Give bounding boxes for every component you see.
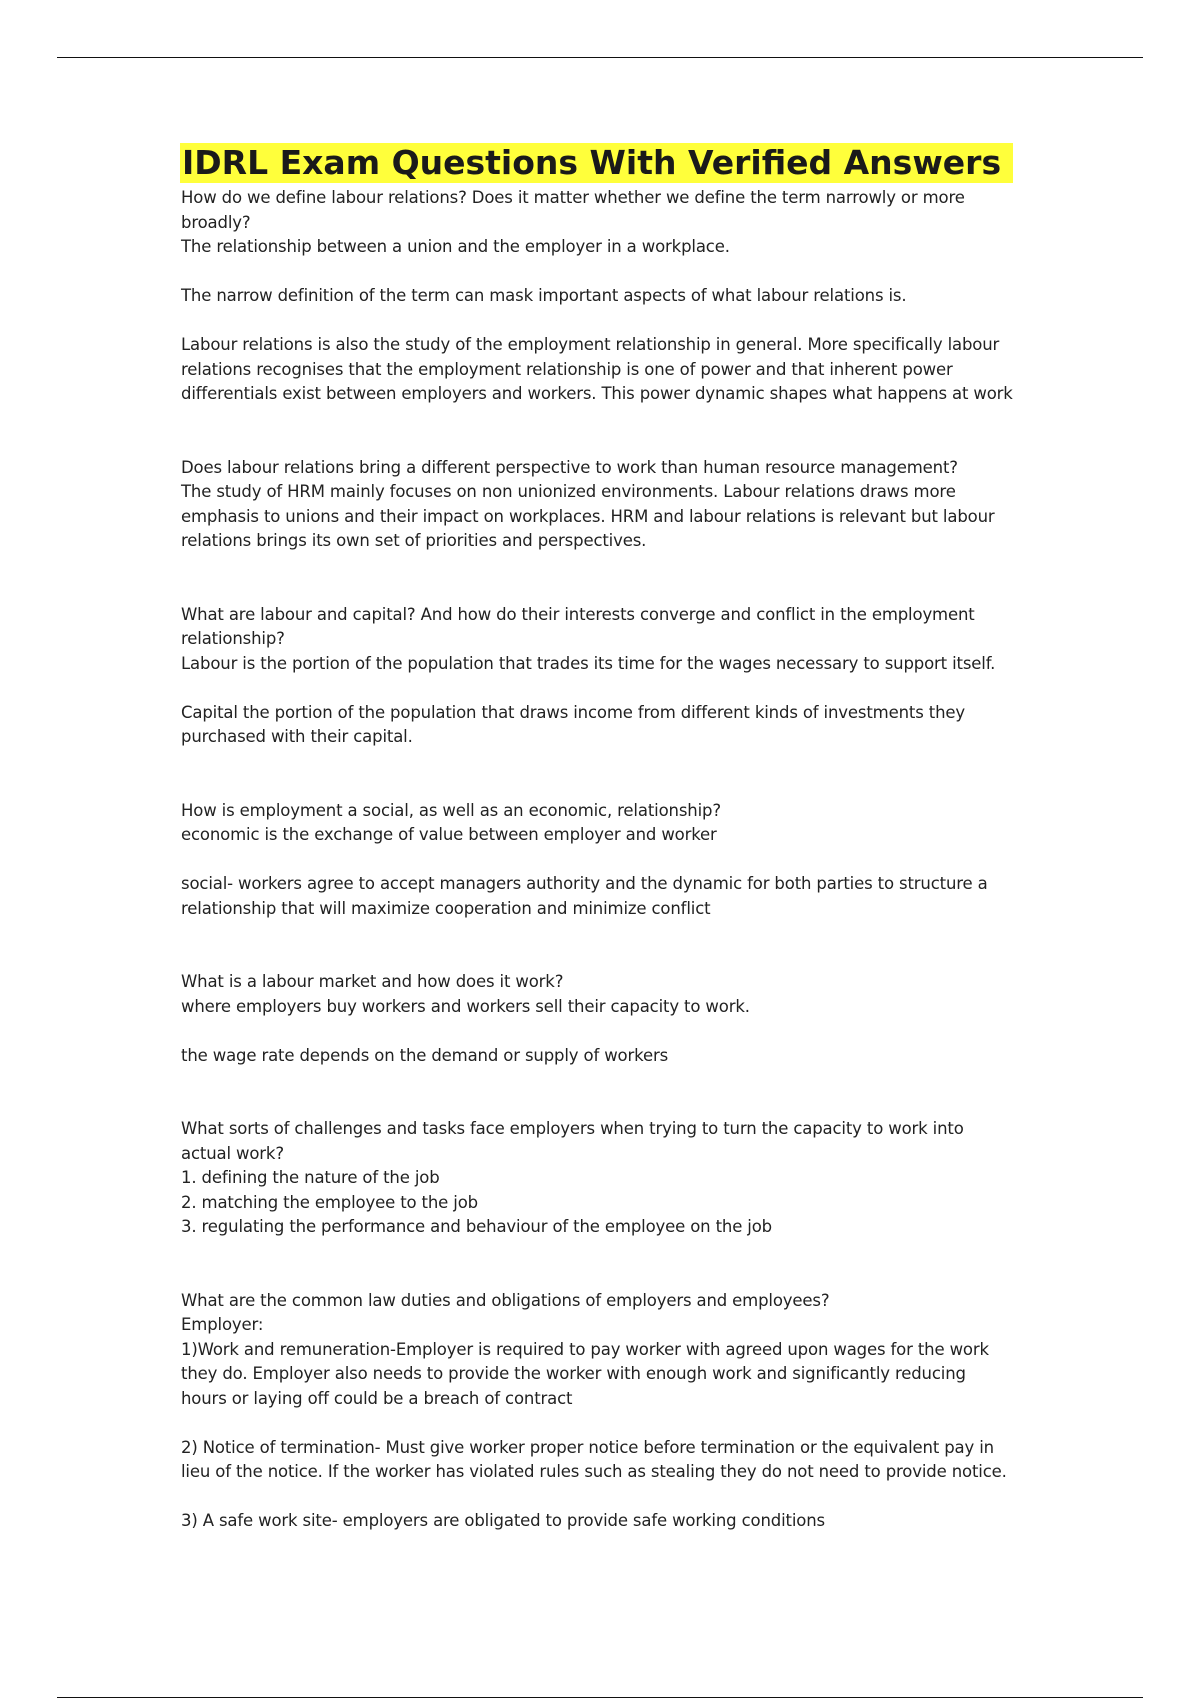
answer-line: purchased with their capital. bbox=[181, 727, 413, 746]
qa-block-6 bbox=[181, 1117, 1061, 1240]
question-line: What sorts of challenges and tasks face employers when trying to turn the capacity to work into bbox=[181, 1119, 964, 1138]
qa-block-2 bbox=[181, 456, 1061, 554]
answer-list-item: 2. matching the employee to the job bbox=[181, 1192, 478, 1212]
qa-block-1 bbox=[181, 186, 1061, 407]
answer-line: they do. Employer also needs to provide the worker with enough work and significantly reducing bbox=[181, 1364, 966, 1383]
answer-line: The relationship between a union and the employer in a workplace. bbox=[181, 237, 730, 256]
qa-block-3 bbox=[181, 603, 1061, 750]
question-line: relationship? bbox=[181, 629, 285, 648]
question-line: How do we define labour relations? Does it matter whether we define the term narrowly or more bbox=[181, 188, 965, 207]
question-line: What is a labour market and how does it work? bbox=[181, 972, 564, 991]
answer-line: hours or laying off could be a breach of contract bbox=[181, 1388, 573, 1408]
answer-line: 2) Notice of termination- Must give worker proper notice before termination or the equivalent pay in bbox=[181, 1437, 994, 1457]
question-line: Does labour relations bring a different perspective to work than human resource management? bbox=[181, 457, 958, 477]
answer-line: Labour relations is also the study of the employment relationship in general. More specifically labour bbox=[181, 335, 1000, 354]
answer-line: relationship that will maximize cooperation and minimize conflict bbox=[181, 898, 711, 918]
qa-block-5 bbox=[181, 970, 1061, 1068]
question-line: How is employment a social, as well as an economic, relationship? bbox=[181, 800, 721, 820]
question-line: broadly? bbox=[181, 212, 251, 232]
answer-line: Employer: bbox=[181, 1315, 264, 1334]
document-body bbox=[181, 143, 1061, 1534]
answer-line: differentials exist between employers and workers. This power dynamic shapes what happens at work bbox=[181, 384, 1013, 403]
answer-line: 1)Work and remuneration-Employer is required to pay worker with agreed upon wages for the work bbox=[181, 1339, 989, 1359]
question-line: What are labour and capital? And how do their interests converge and conflict in the employment bbox=[181, 604, 975, 624]
answer-line: where employers buy workers and workers sell their capacity to work. bbox=[181, 996, 750, 1016]
answer-line: relations recognises that the employment relationship is one of power and that inherent power bbox=[181, 359, 953, 379]
answer-list-item: 3. regulating the performance and behaviour of the employee on the job bbox=[181, 1217, 773, 1236]
document-title: IDRL Exam Questions With Verified Answers bbox=[180, 143, 1013, 183]
question-line: What are the common law duties and obligations of employers and employees? bbox=[181, 1290, 830, 1310]
answer-line: Capital the portion of the population that draws income from different kinds of investments they bbox=[181, 702, 966, 722]
answer-line: 3) A safe work site- employers are obligated to provide safe working conditions bbox=[181, 1511, 825, 1530]
answer-line: The study of HRM mainly focuses on non unionized environments. Labour relations draws more bbox=[181, 482, 956, 501]
answer-line: Labour is the portion of the population that trades its time for the wages necessary to support itself. bbox=[181, 653, 996, 673]
qa-block-7 bbox=[181, 1289, 1061, 1534]
answer-line: relations brings its own set of priorities and perspectives. bbox=[181, 531, 647, 550]
top-rule bbox=[57, 57, 1143, 58]
qa-block-4 bbox=[181, 799, 1061, 922]
answer-line: lieu of the notice. If the worker has violated rules such as stealing they do not need to provide notice. bbox=[181, 1462, 1007, 1481]
bottom-rule bbox=[57, 1697, 1143, 1698]
answer-line: economic is the exchange of value between employer and worker bbox=[181, 825, 717, 844]
answer-list-item: 1. defining the nature of the job bbox=[181, 1168, 440, 1187]
question-line: actual work? bbox=[181, 1143, 284, 1163]
answer-line: The narrow definition of the term can mask important aspects of what labour relations is. bbox=[181, 286, 907, 305]
answer-line: the wage rate depends on the demand or supply of workers bbox=[181, 1045, 669, 1065]
answer-line: emphasis to unions and their impact on workplaces. HRM and labour relations is relevant but labour bbox=[181, 506, 995, 526]
answer-line: social- workers agree to accept managers authority and the dynamic for both parties to structure a bbox=[181, 874, 988, 893]
